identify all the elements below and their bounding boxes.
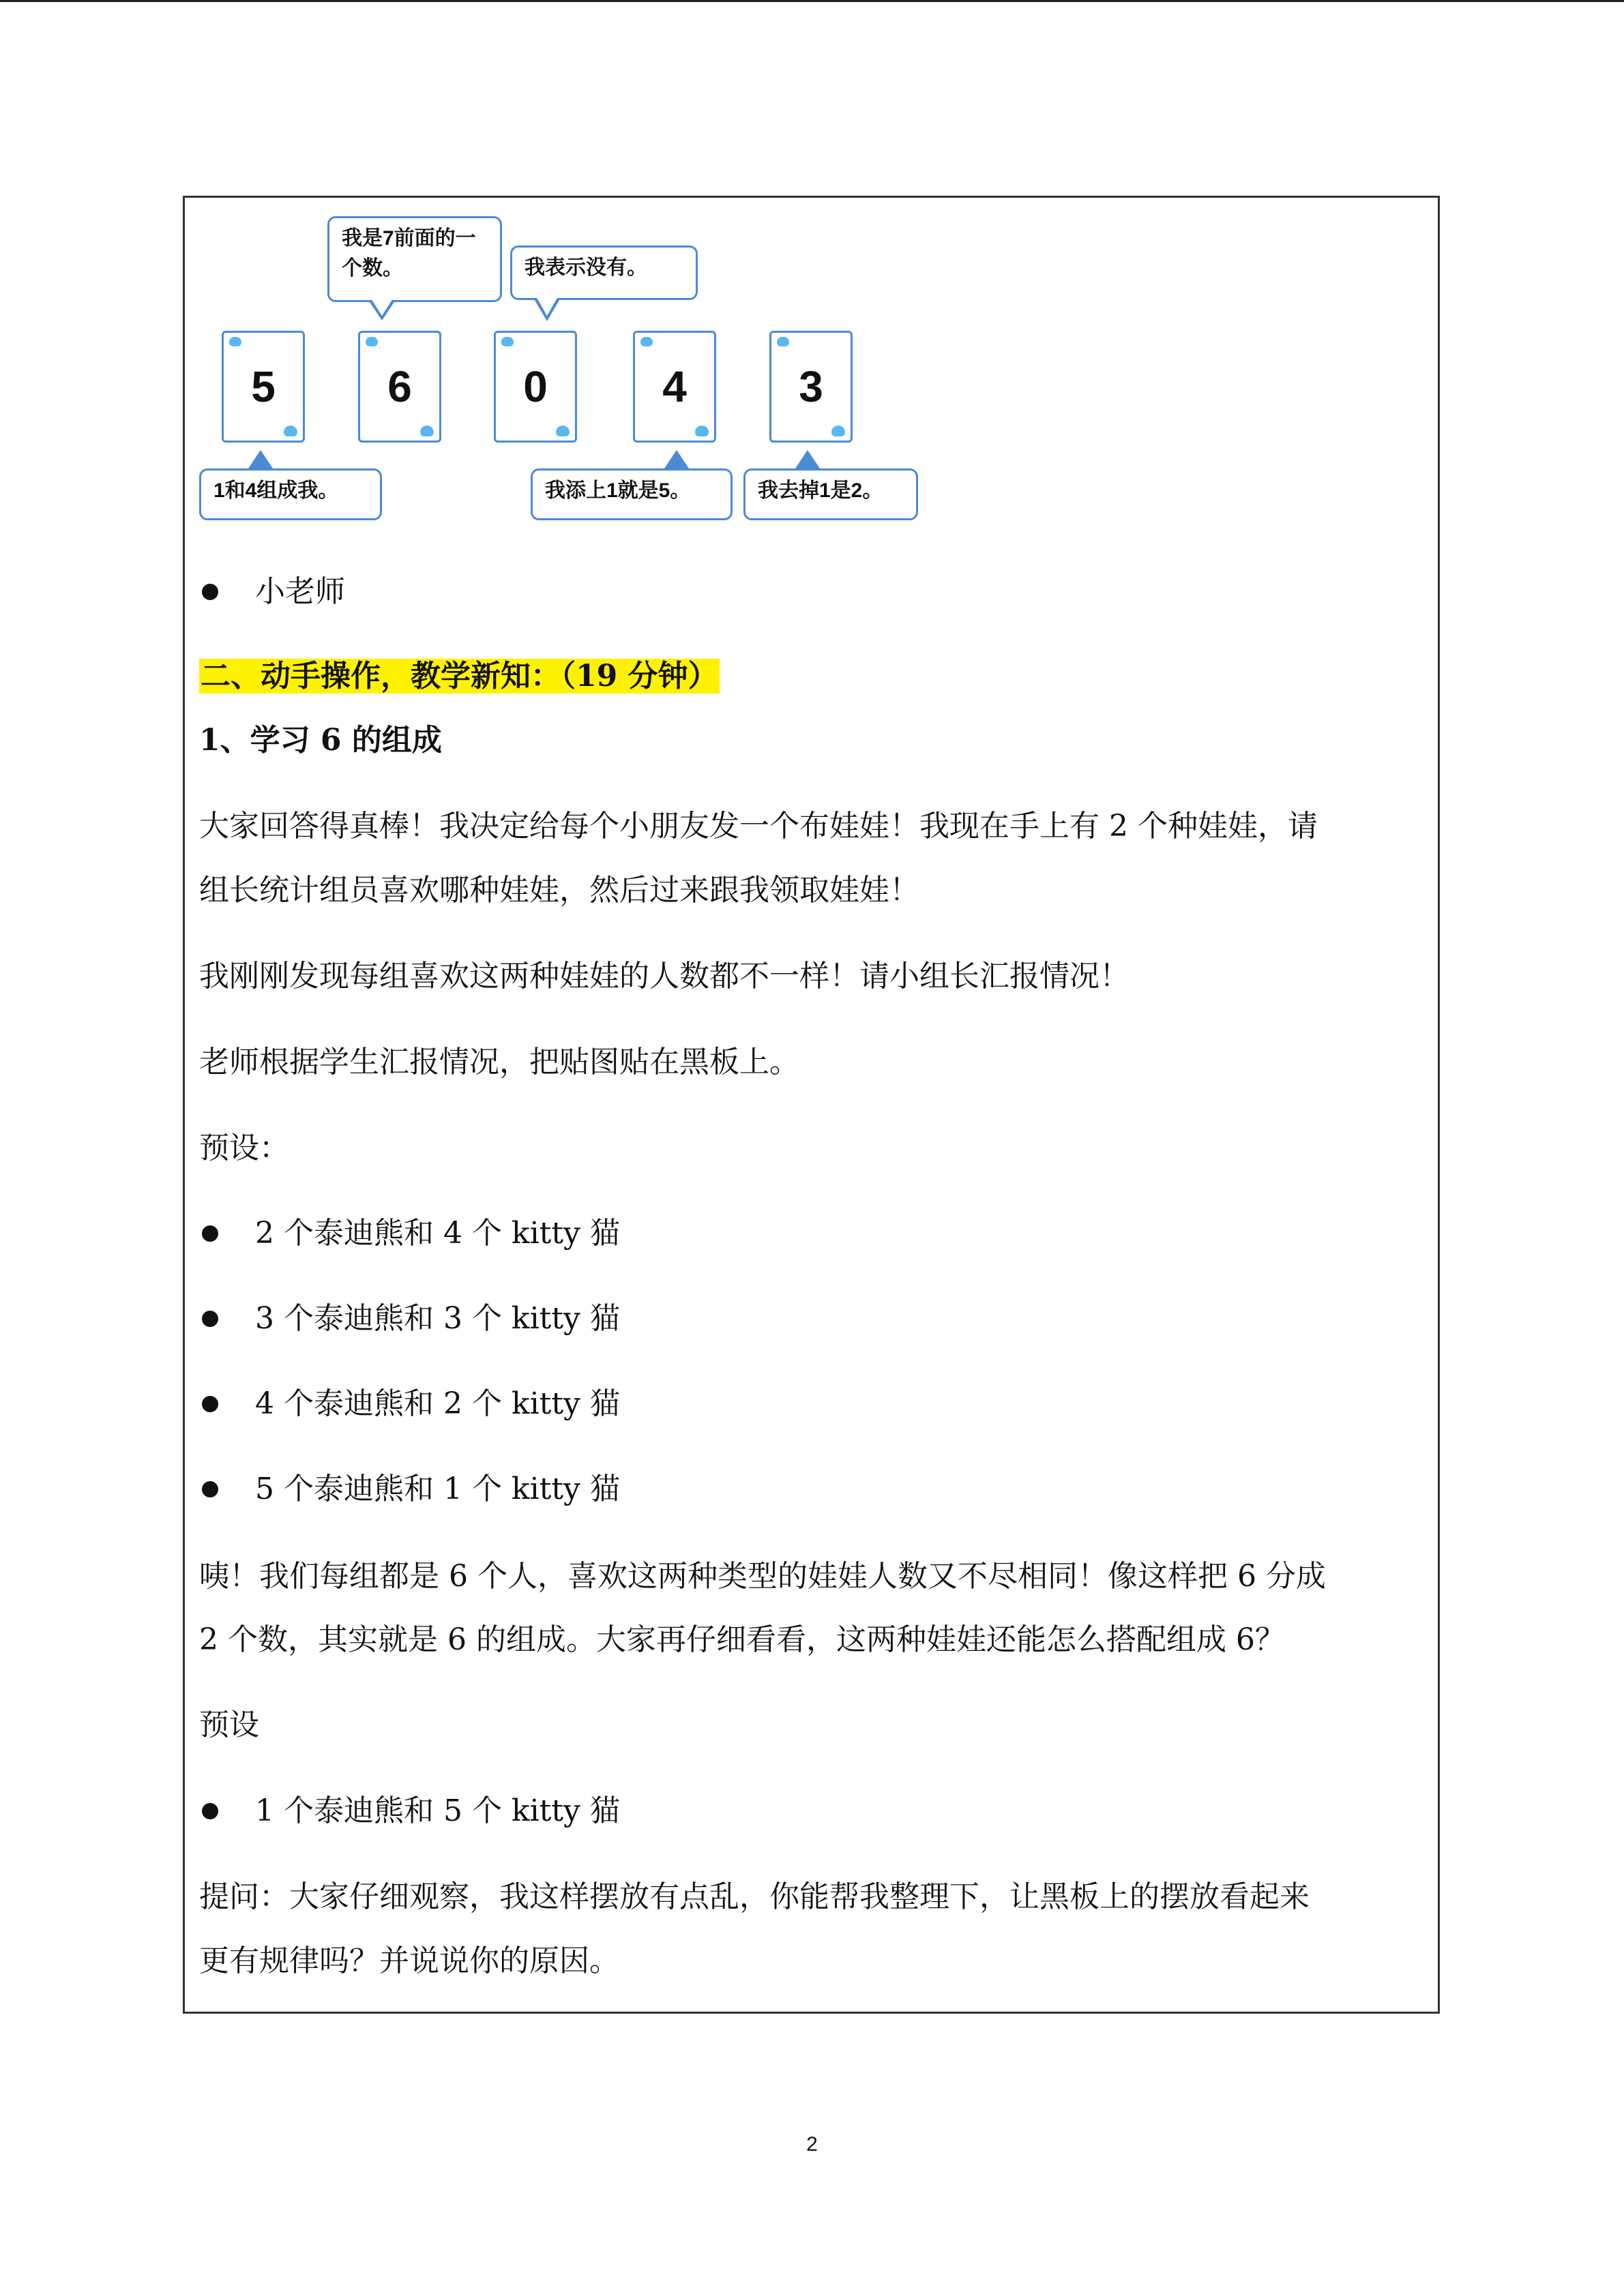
paragraph: 2 个数，其实就是 6 的组成。大家再仔细看看，这两种娃娃还能怎么搭配组成 6？ bbox=[199, 1622, 1285, 1657]
bear-icon bbox=[556, 426, 570, 436]
bullet bbox=[202, 1803, 218, 1819]
list-item: 2 个泰迪熊和 4 个 kitty 猫 bbox=[255, 1216, 620, 1251]
number-card-4: 4 bbox=[633, 331, 716, 443]
paragraph: 大家回答得真棒！我决定给每个小朋友发一个布娃娃！我现在手上有 2 个种娃娃，请 bbox=[199, 809, 1318, 844]
number-card-5: 5 bbox=[222, 331, 305, 443]
speech-bubble-six: 我是7前面的一个数。 bbox=[327, 216, 502, 302]
speech-bubble-zero: 我表示没有。 bbox=[510, 245, 698, 300]
bubble-tail-inner bbox=[536, 297, 558, 316]
list-item: 3 个泰迪熊和 3 个 kitty 猫 bbox=[255, 1301, 620, 1336]
bubble-tail bbox=[663, 450, 690, 471]
paragraph: 组长统计组员喜欢哪种娃娃，然后过来跟我领取娃娃！ bbox=[199, 873, 919, 908]
bullet bbox=[202, 1396, 218, 1412]
bullet-teacher: 小老师 bbox=[255, 574, 345, 609]
bubble-tail bbox=[247, 450, 274, 471]
page-number: 2 bbox=[806, 2133, 818, 2156]
paragraph: 更有规律吗？并说说你的原因。 bbox=[199, 1943, 619, 1978]
bear-icon bbox=[695, 426, 709, 436]
speech-bubble-five: 1和4组成我。 bbox=[199, 468, 382, 520]
bear-icon bbox=[284, 426, 297, 436]
number-card-0: 0 bbox=[494, 331, 577, 443]
bubble-tail bbox=[794, 450, 821, 471]
bear-icon bbox=[420, 426, 434, 436]
list-item: 4 个泰迪熊和 2 个 kitty 猫 bbox=[255, 1386, 620, 1421]
number-cards-illustration bbox=[199, 0, 949, 502]
bullet bbox=[202, 1225, 218, 1242]
paragraph: 提问：大家仔细观察，我这样摆放有点乱，你能帮我整理下，让黑板上的摆放看起来 bbox=[199, 1879, 1310, 1914]
bubble-tail-inner bbox=[371, 299, 393, 316]
bullet bbox=[202, 1311, 218, 1327]
paragraph: 咦！我们每组都是 6 个人，喜欢这两种类型的娃娃人数又不尽相同！像这样把 6 分成 bbox=[199, 1559, 1326, 1594]
speech-bubble-four: 我添上1就是5。 bbox=[531, 468, 733, 520]
bear-icon bbox=[366, 337, 378, 346]
bear-icon bbox=[501, 337, 514, 346]
bear-icon bbox=[831, 426, 845, 436]
number-card-6: 6 bbox=[358, 331, 441, 443]
list-item: 1 个泰迪熊和 5 个 kitty 猫 bbox=[255, 1793, 620, 1828]
sub-title: 1、学习 6 的组成 bbox=[199, 723, 442, 758]
speech-bubble-three: 我去掉1是2。 bbox=[743, 468, 918, 520]
bear-icon bbox=[777, 337, 789, 346]
bear-icon bbox=[640, 337, 653, 346]
paragraph: 老师根据学生汇报情况，把贴图贴在黑板上。 bbox=[199, 1045, 799, 1079]
paragraph: 我刚刚发现每组喜欢这两种娃娃的人数都不一样！请小组长汇报情况！ bbox=[199, 959, 1130, 994]
number-card-3: 3 bbox=[769, 331, 853, 443]
preset-label: 预设： bbox=[199, 1131, 289, 1165]
list-item: 5 个泰迪熊和 1 个 kitty 猫 bbox=[255, 1472, 620, 1506]
section-title: 二、动手操作，教学新知：（19 分钟） bbox=[201, 659, 718, 694]
bullet bbox=[202, 1481, 218, 1497]
bear-icon bbox=[229, 337, 241, 346]
bullet bbox=[202, 584, 218, 600]
preset-label: 预设 bbox=[199, 1708, 259, 1742]
